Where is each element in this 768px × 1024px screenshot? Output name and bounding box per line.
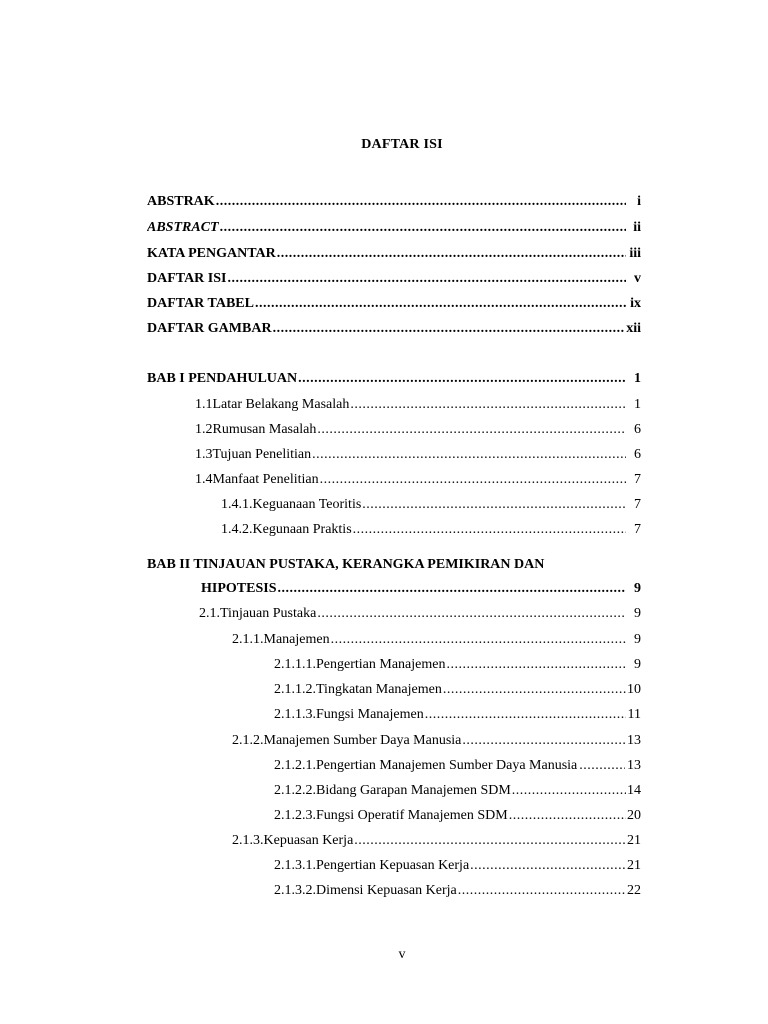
leader-dots [462, 731, 626, 751]
toc-label: Tinjauan Pustaka [220, 606, 317, 621]
toc-label: Bidang Garapan Manajemen SDM [316, 783, 511, 798]
toc-number: 2.1.2.1. [274, 758, 316, 773]
toc-label: Fungsi Operatif Manajemen SDM [316, 808, 508, 823]
toc-page: 20 [627, 808, 641, 823]
toc-label: DAFTAR TABEL [147, 296, 254, 311]
toc-number: 2.1.3.2. [274, 883, 316, 898]
toc-number: 1.4 [195, 472, 213, 487]
leader-dots [470, 856, 626, 876]
toc-entry-2-1-1-2[interactable] [274, 680, 641, 700]
leader-dots [362, 495, 626, 515]
toc-page: 13 [627, 758, 641, 773]
toc-entry-abstract[interactable] [147, 218, 641, 238]
leader-dots [331, 630, 626, 650]
toc-page: 6 [634, 447, 641, 462]
toc-number: 1.1 [195, 397, 213, 412]
leader-dots [216, 192, 626, 212]
toc-label: Kepuasan Kerja [263, 833, 354, 848]
page-title: DAFTAR ISI [361, 137, 443, 152]
toc-page: 9 [634, 606, 641, 621]
leader-dots [320, 470, 626, 490]
leader-dots [579, 756, 625, 776]
toc-entry-2-1-2-1[interactable] [274, 756, 641, 776]
toc-label: Pengertian Manajemen [316, 657, 446, 672]
toc-label: DAFTAR GAMBAR [147, 321, 272, 336]
leader-dots [512, 781, 626, 801]
leader-dots [458, 881, 626, 901]
toc-label: Latar Belakang Masalah [212, 397, 350, 412]
toc-label: Manajemen Sumber Daya Manusia [263, 733, 462, 748]
toc-page: 10 [627, 682, 641, 697]
toc-entry-1-4-1[interactable] [221, 495, 641, 515]
toc-entry-2-1-1[interactable] [232, 630, 641, 650]
toc-entry-1-4-2[interactable] [221, 520, 641, 540]
leader-dots [354, 831, 626, 851]
toc-entry-2-1-2-3[interactable] [274, 806, 641, 826]
toc-page: 22 [627, 883, 641, 898]
toc-number: 2.1.3. [232, 833, 264, 848]
leader-dots [350, 395, 626, 415]
toc-label: BAB I PENDAHULUAN [147, 371, 298, 386]
toc-entry-bab2-heading: BAB II TINJAUAN PUSTAKA, KERANGKA PEMIKIRAN DAN [147, 557, 545, 572]
toc-label: DAFTAR ISI [147, 271, 227, 286]
toc-page: ix [630, 296, 641, 311]
toc-number: 2.1.1.1. [274, 657, 316, 672]
leader-dots [353, 520, 626, 540]
toc-page: 9 [634, 657, 641, 672]
toc-label: Pengertian Kepuasan Kerja [316, 858, 470, 873]
toc-label: KATA PENGANTAR [147, 246, 276, 261]
toc-label: Manajemen [263, 632, 330, 647]
leader-dots [425, 705, 626, 725]
toc-page: 6 [634, 422, 641, 437]
toc-page: 14 [627, 783, 641, 798]
toc-entry-abstrak[interactable] [147, 192, 641, 212]
toc-number: 2.1.2. [232, 733, 264, 748]
leader-dots [255, 294, 626, 314]
toc-page: 21 [627, 858, 641, 873]
leader-dots [317, 420, 626, 440]
toc-number: 2.1.1.2. [274, 682, 316, 697]
toc-entry-1-3[interactable] [195, 445, 641, 465]
toc-entry-2-1-1-1[interactable] [274, 655, 641, 675]
toc-label: Fungsi Manajemen [316, 707, 424, 722]
toc-page: 1 [634, 397, 641, 412]
toc-number: 2.1.3.1. [274, 858, 316, 873]
toc-entry-2-1-1-3[interactable] [274, 705, 641, 725]
toc-entry-daftar-tabel[interactable] [147, 294, 641, 314]
toc-entry-bab1[interactable] [147, 369, 641, 389]
toc-label: Rumusan Masalah [212, 422, 317, 437]
toc-label: HIPOTESIS [201, 581, 277, 596]
toc-page: 21 [627, 833, 641, 848]
toc-page: v [634, 271, 641, 286]
leader-dots [220, 218, 626, 238]
leader-dots [273, 319, 626, 339]
toc-page: ii [633, 220, 641, 235]
toc-number: 1.4.2. [221, 522, 253, 537]
toc-label: Tingkatan Manajemen [316, 682, 442, 697]
toc-entry-2-1-2-2[interactable] [274, 781, 641, 801]
toc-entry-2-1-3-1[interactable] [274, 856, 641, 876]
toc-page: 7 [634, 472, 641, 487]
toc-page: xii [626, 321, 641, 336]
toc-page: 7 [634, 497, 641, 512]
toc-entry-daftar-gambar[interactable] [147, 319, 641, 339]
toc-number: 1.3 [195, 447, 213, 462]
toc-entry-2-1[interactable] [199, 604, 641, 624]
toc-entry-2-1-3[interactable] [232, 831, 641, 851]
toc-entry-1-4[interactable] [195, 470, 641, 490]
toc-page: iii [629, 246, 641, 261]
toc-page: 11 [627, 707, 641, 722]
toc-label: ABSTRAK [147, 194, 215, 209]
toc-entry-2-1-3-2[interactable] [274, 881, 641, 901]
toc-entry-daftar-isi[interactable] [147, 269, 641, 289]
toc-number: 2.1.2.2. [274, 783, 316, 798]
toc-page: 13 [627, 733, 641, 748]
toc-page: 7 [634, 522, 641, 537]
toc-label: Pengertian Manajemen Sumber Daya Manusia [316, 758, 578, 773]
leader-dots [317, 604, 626, 624]
toc-label: Kegunaan Praktis [252, 522, 352, 537]
leader-dots [312, 445, 626, 465]
toc-number: 1.4.1. [221, 497, 253, 512]
toc-page: i [637, 194, 641, 209]
toc-entry-bab2[interactable] [201, 579, 641, 599]
leader-dots [298, 369, 626, 389]
leader-dots [227, 269, 626, 289]
toc-label: Keguanaan Teoritis [252, 497, 362, 512]
toc-number: 1.2 [195, 422, 213, 437]
page-number: v [398, 947, 406, 962]
toc-entry-2-1-2[interactable] [232, 731, 641, 751]
toc-number: 2.1. [199, 606, 220, 621]
leader-dots [277, 579, 626, 599]
toc-entry-1-2[interactable] [195, 420, 641, 440]
toc-page: 1 [634, 371, 641, 386]
toc-label: Dimensi Kepuasan Kerja [316, 883, 457, 898]
toc-page: 9 [634, 632, 641, 647]
toc-label: Tujuan Penelitian [212, 447, 312, 462]
toc-page: 9 [634, 581, 641, 596]
toc-number: 2.1.2.3. [274, 808, 316, 823]
toc-label: ABSTRACT [147, 220, 219, 235]
toc-number: 2.1.1. [232, 632, 264, 647]
leader-dots [277, 244, 626, 264]
toc-entry-kata-pengantar[interactable] [147, 244, 641, 264]
toc-label: Manfaat Penelitian [212, 472, 319, 487]
leader-dots [446, 655, 626, 675]
toc-number: 2.1.1.3. [274, 707, 316, 722]
toc-entry-1-1[interactable] [195, 395, 641, 415]
leader-dots [509, 806, 626, 826]
leader-dots [443, 680, 626, 700]
